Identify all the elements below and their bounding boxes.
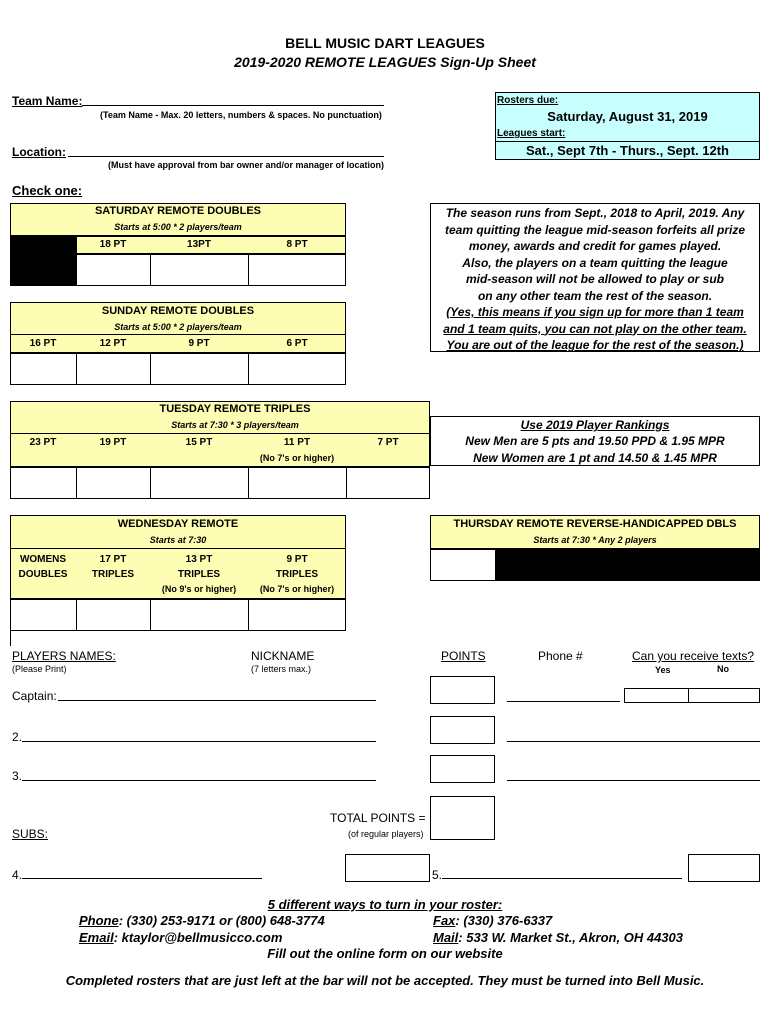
wednesday-col-4-note: (No 7's or higher) xyxy=(259,584,335,594)
nickname-note: (7 letters max.) xyxy=(251,664,312,674)
points-label: POINTS xyxy=(441,649,486,663)
tuesday-check-23[interactable] xyxy=(10,467,77,499)
wednesday-col-1-a: WOMENS xyxy=(19,554,67,565)
footer-warning: Completed rosters that are just left at the bar will not be accepted. They must be turned into Bell Music. xyxy=(65,973,705,988)
wednesday-col-3-note: (No 9's or higher) xyxy=(161,584,237,594)
team-name-field[interactable] xyxy=(82,93,384,106)
thursday-title: THURSDAY REMOTE REVERSE-HANDICAPPED DBLS xyxy=(453,518,737,530)
wednesday-col-3-a: 13 PT xyxy=(185,554,213,565)
saturday-col-2: 13PT xyxy=(187,239,211,250)
total-points-label: TOTAL POINTS = xyxy=(330,811,426,825)
tuesday-col-1: 23 PT xyxy=(29,437,57,448)
season-note-line: Also, the players on a team quitting the league xyxy=(462,255,728,270)
footer-mail-label: Mail xyxy=(433,930,459,945)
rankings-men: New Men are 5 pts and 19.50 PPD & 1.95 MPR xyxy=(465,434,725,448)
location-label: Location: xyxy=(12,145,66,159)
leagues-start-value: Sat., Sept 7th - Thurs., Sept. 12th xyxy=(526,143,729,158)
captain-points-box[interactable] xyxy=(430,676,495,704)
page-title: BELL MUSIC DART LEAGUES xyxy=(285,35,485,51)
footer-email xyxy=(79,930,282,945)
subs-label: SUBS: xyxy=(12,827,49,841)
tuesday-col-3: 15 PT xyxy=(185,437,213,448)
sunday-col-3: 9 PT xyxy=(188,338,210,349)
tuesday-col-4-note: (No 7's or higher) xyxy=(259,453,335,463)
player-3-phone-field[interactable] xyxy=(507,768,760,781)
nickname-label: NICKNAME xyxy=(251,649,315,663)
wednesday-col-3 xyxy=(150,552,248,597)
wednesday-divider xyxy=(10,548,346,549)
footer-phone-label: Phone xyxy=(79,913,119,928)
sunday-starts: Starts at 5:00 * 2 players/team xyxy=(114,322,242,332)
season-note-line: (Yes, this means if you sign up for more than 1 team xyxy=(446,305,744,319)
rankings-title: Use 2019 Player Rankings xyxy=(520,418,670,432)
leagues-start-label: Leagues start: xyxy=(497,128,566,139)
player-2-label: 2. xyxy=(12,730,23,744)
footer-fax xyxy=(433,913,552,928)
season-note-line: You are out of the league for the rest of the season.) xyxy=(446,338,744,352)
phone-label: Phone # xyxy=(538,649,583,663)
sunday-check-12[interactable] xyxy=(76,353,151,385)
wednesday-tick xyxy=(10,631,11,646)
player-2-phone-field[interactable] xyxy=(507,729,760,742)
wednesday-col-4-b: TRIPLES xyxy=(275,569,319,580)
wednesday-check-13[interactable] xyxy=(150,599,249,631)
season-note-line: mid-season will not be allowed to play or sub xyxy=(465,272,725,286)
wednesday-starts: Starts at 7:30 xyxy=(149,535,207,545)
texts-yes-label: Yes xyxy=(655,665,671,675)
rankings-women: New Women are 1 pt and 14.50 & 1.45 MPR xyxy=(473,451,717,465)
season-note-line: and 1 team quits, you can not play on the other team. xyxy=(443,321,747,336)
wednesday-title: WEDNESDAY REMOTE xyxy=(117,518,239,530)
sunday-check-16[interactable] xyxy=(10,353,77,385)
footer-ways: 5 different ways to turn in your roster: xyxy=(267,897,503,912)
footer-email-value[interactable]: : ktaylor@bellmusicco.com xyxy=(113,930,283,945)
footer-online[interactable]: Fill out the online form on our website xyxy=(267,946,503,961)
wednesday-col-2-a: 17 PT xyxy=(99,554,127,565)
player-2-points-box[interactable] xyxy=(430,716,495,744)
total-points-note: (of regular players) xyxy=(348,829,424,839)
thursday-starts: Starts at 7:30 * Any 2 players xyxy=(533,535,657,545)
thursday-blocked-cell xyxy=(496,549,760,581)
saturday-check-18[interactable] xyxy=(76,254,151,286)
sub-5-label: 5. xyxy=(432,868,443,882)
tuesday-starts: Starts at 7:30 * 3 players/team xyxy=(171,420,299,430)
wednesday-check-9[interactable] xyxy=(248,599,346,631)
wednesday-check-womens[interactable] xyxy=(10,599,77,631)
texts-yes-box[interactable] xyxy=(624,688,689,703)
player-3-label: 3. xyxy=(12,769,23,783)
tuesday-check-7[interactable] xyxy=(346,467,430,499)
wednesday-col-4 xyxy=(248,552,346,597)
sunday-title: SUNDAY REMOTE DOUBLES xyxy=(101,305,255,317)
sunday-col-4: 6 PT xyxy=(286,338,308,349)
player-2-name-field[interactable] xyxy=(22,729,376,742)
footer-fax-value[interactable]: : (330) 376-6337 xyxy=(455,913,553,928)
page-subtitle: 2019-2020 REMOTE LEAGUES Sign-Up Sheet xyxy=(234,54,536,70)
wednesday-check-17[interactable] xyxy=(76,599,151,631)
tuesday-check-15[interactable] xyxy=(150,467,249,499)
tuesday-col-4: 11 PT xyxy=(283,437,311,448)
season-note-line: team quitting the league mid-season forfeits all prize xyxy=(444,222,746,237)
location-note: (Must have approval from bar owner and/or manager of location) xyxy=(108,160,385,170)
sub-4-name-field[interactable] xyxy=(22,866,262,879)
footer-mail-value: : 533 W. Market St., Akron, OH 44303 xyxy=(458,930,683,945)
dates-divider xyxy=(495,141,760,142)
texts-no-label: No xyxy=(717,664,729,674)
total-points-box[interactable] xyxy=(430,796,495,840)
saturday-col-1: 18 PT xyxy=(99,239,127,250)
footer-fax-label: Fax xyxy=(433,913,456,928)
tuesday-title: TUESDAY REMOTE TRIPLES xyxy=(159,403,311,415)
tuesday-col-5: 7 PT xyxy=(377,437,399,448)
captain-phone-field[interactable] xyxy=(507,689,620,702)
wednesday-col-2 xyxy=(76,552,150,582)
location-field[interactable] xyxy=(68,144,384,157)
players-names-label: PLAYERS NAMES: xyxy=(12,649,116,663)
tuesday-check-11[interactable] xyxy=(248,467,347,499)
season-note-line: on any other team the rest of the season. xyxy=(477,288,713,303)
tuesday-check-19[interactable] xyxy=(76,467,151,499)
team-name-note: (Team Name - Max. 20 letters, numbers & spaces. No punctuation) xyxy=(100,110,382,120)
players-names-note: (Please Print) xyxy=(12,664,67,674)
sub-4-points-box[interactable] xyxy=(345,854,430,882)
rosters-due-label: Rosters due: xyxy=(497,95,559,106)
thursday-check[interactable] xyxy=(430,549,496,581)
wednesday-col-4-a: 9 PT xyxy=(286,554,308,565)
sunday-check-6[interactable] xyxy=(248,353,346,385)
check-one-label: Check one: xyxy=(12,183,83,198)
sub-5-name-field[interactable] xyxy=(442,866,682,879)
footer-email-label: Email xyxy=(79,930,114,945)
saturday-check-8[interactable] xyxy=(248,254,346,286)
sunday-col-1: 16 PT xyxy=(29,338,57,349)
footer-mail xyxy=(433,930,683,945)
captain-label: Captain: xyxy=(12,689,57,703)
saturday-check-13[interactable] xyxy=(150,254,249,286)
sunday-col-2: 12 PT xyxy=(99,338,127,349)
tuesday-divider xyxy=(10,433,430,434)
texts-label: Can you receive texts? xyxy=(632,649,755,663)
tuesday-col-2: 19 PT xyxy=(99,437,127,448)
rosters-due-value: Saturday, August 31, 2019 xyxy=(547,109,708,124)
wednesday-col-3-b: TRIPLES xyxy=(177,569,221,580)
sub-4-label: 4. xyxy=(12,868,23,882)
sunday-check-9[interactable] xyxy=(150,353,249,385)
captain-name-field[interactable] xyxy=(58,688,376,701)
footer-phone xyxy=(79,913,325,928)
sub-5-points-box[interactable] xyxy=(688,854,760,882)
team-name-label: Team Name: xyxy=(12,94,83,108)
wednesday-col-2-b: TRIPLES xyxy=(91,569,135,580)
saturday-blocked-cell xyxy=(10,236,76,286)
player-3-name-field[interactable] xyxy=(22,768,376,781)
saturday-title: SATURDAY REMOTE DOUBLES xyxy=(94,205,262,217)
player-3-points-box[interactable] xyxy=(430,755,495,783)
texts-no-box[interactable] xyxy=(688,688,760,703)
season-note xyxy=(430,205,760,354)
saturday-starts: Starts at 5:00 * 2 players/team xyxy=(114,222,242,232)
wednesday-col-1 xyxy=(10,552,76,582)
wednesday-col-1-b: DOUBLES xyxy=(18,569,68,580)
saturday-col-3: 8 PT xyxy=(286,239,308,250)
season-note-line: The season runs from Sept., 2018 to April, 2019. Any xyxy=(445,206,745,220)
sunday-divider xyxy=(10,334,346,335)
footer-phone-value[interactable]: : (330) 253-9171 or (800) 648-3774 xyxy=(118,913,325,928)
season-note-line: money, awards and credit for games played. xyxy=(468,239,722,253)
